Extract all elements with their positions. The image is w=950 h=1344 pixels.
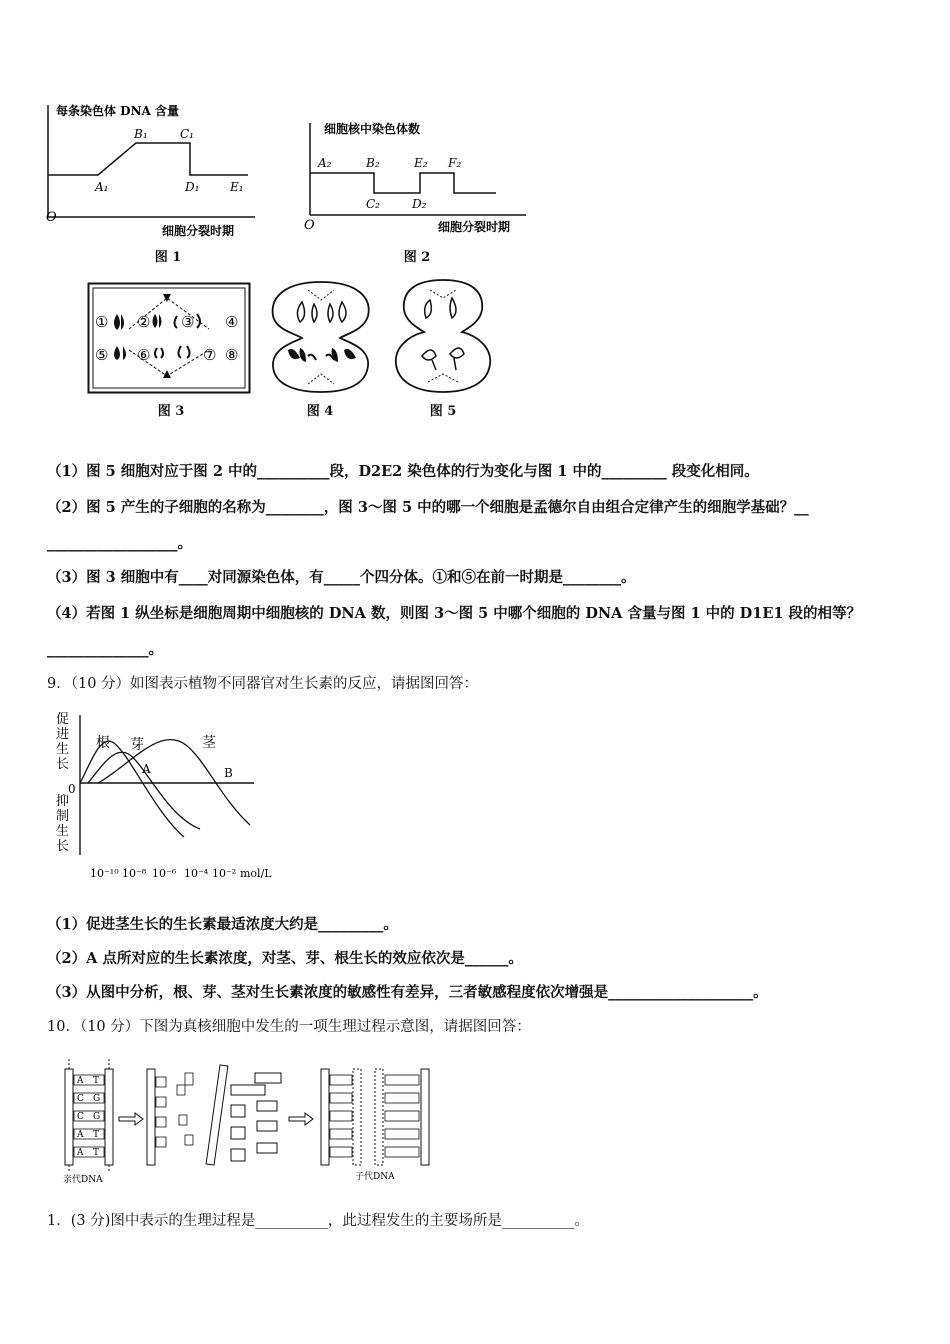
q9-auxin-response-chart (50, 705, 290, 885)
parent-base-l1: A (77, 1076, 84, 1086)
fig1-ylabel: 每条染色体 DNA 含量 (56, 104, 180, 118)
fig4-caption: 图 4 (306, 404, 334, 419)
figure-4-cell-drawing (268, 278, 374, 396)
q9-part-3: （3）从图中分析，根、芽、茎对生长素浓度的敏感性有差异，三者敏感程度依次增强是____________________。 (47, 984, 768, 1001)
fig2-point-b: B₂ (366, 156, 380, 170)
fig3-num-3: ③ (181, 313, 195, 331)
q8-part-4-line-1: （4）若图 1 纵坐标是细胞周期中细胞核的 DNA 数，则图 3～图 5 中哪个细胞的 DNA 含量与图 1 中的 D1E1 段的相等？ (47, 605, 862, 622)
parent-dna-label: 亲代DNA (63, 1175, 103, 1185)
figure-1-dna-per-chromosome-graph (40, 95, 270, 245)
fig3-num-6: ⑥ (137, 346, 151, 364)
q8-part-4-line-2: ______________。 (47, 641, 163, 658)
fig2-point-a: A₂ (318, 156, 332, 170)
q9-part-2: （2）A 点所对应的生长素浓度，对茎、芽、根生长的效应依次是______。 (47, 950, 523, 967)
child-dna-label: 子代DNA (355, 1172, 395, 1182)
label-root: 根 (96, 735, 110, 751)
q8-part-2-line-2: __________________。 (47, 535, 192, 552)
xtick-3: 10⁻⁶ (152, 867, 177, 880)
chart-ylabel-promote: 促进生长 (56, 712, 70, 772)
xtick-2: 10⁻⁸ (122, 867, 147, 880)
q8-part-2-line-1: （2）图 5 产生的子细胞的名称为________，图 3～图 5 中的哪一个细胞是孟德尔自由组合定律产生的细胞学基础？__ (47, 499, 809, 516)
q10-title: 10．（10 分）下图为真核细胞中发生的一项生理过程示意图，请据图回答： (47, 1019, 531, 1035)
xtick-1: 10⁻¹⁰ (90, 867, 119, 880)
xunit: mol/L (240, 867, 272, 880)
parent-base-r3: G (93, 1112, 101, 1122)
fig3-num-8: ⑧ (225, 346, 239, 364)
fig1-point-d: D₁ (185, 180, 200, 194)
fig2-point-c: C₂ (366, 197, 380, 211)
label-stem: 茎 (202, 735, 216, 751)
q10-dna-replication-diagram (55, 1055, 445, 1185)
q8-part-1: （1）图 5 细胞对应于图 2 中的__________段，D2E2 染色体的行为变化与图 1 中的_________ 段变化相同。 (47, 463, 759, 480)
parent-base-r4: T (93, 1130, 100, 1140)
fig3-num-7: ⑦ (203, 346, 217, 364)
figure-3-cell-drawing (87, 282, 251, 394)
label-point-a: A (142, 762, 151, 776)
chart-ylabel-inhibit: 抑制生长 (56, 794, 70, 854)
parent-base-l5: A (77, 1148, 84, 1158)
parent-base-l3: C (77, 1112, 84, 1122)
xtick-5: 10⁻² (212, 867, 237, 880)
label-bud: 芽 (130, 737, 144, 753)
fig3-caption: 图 3 (157, 404, 185, 419)
parent-base-r2: G (93, 1094, 101, 1104)
fig3-num-4: ④ (225, 313, 239, 331)
fig2-point-f: F₂ (448, 156, 462, 170)
fig1-caption: 图 1 (154, 250, 182, 265)
fig1-point-a: A₁ (95, 180, 109, 194)
fig2-origin: O (304, 218, 315, 233)
fig1-point-e: E₁ (230, 180, 244, 194)
fig1-xlabel: 细胞分裂时期 (162, 224, 235, 238)
fig3-num-1: ① (95, 313, 109, 331)
xtick-4: 10⁻⁴ (184, 867, 209, 880)
fig1-point-b: B₁ (134, 127, 148, 141)
label-point-b: B (224, 766, 233, 780)
parent-base-l2: C (77, 1094, 84, 1104)
parent-base-r5: T (93, 1148, 100, 1158)
parent-base-l4: A (77, 1130, 84, 1140)
fig1-point-c: C₁ (180, 127, 194, 141)
q8-part-3: （3）图 3 细胞中有____对同源染色体，有_____个四分体。①和⑤在前一时期是________。 (47, 569, 636, 586)
fig2-point-e: E₂ (414, 156, 428, 170)
chart-zero-label: 0 (68, 782, 76, 796)
fig2-caption: 图 2 (403, 250, 431, 265)
q9-title: 9．（10 分）如图表示植物不同器官对生长素的反应，请据图回答： (47, 676, 479, 692)
q10-part-1: 1．(3 分)图中表示的生理过程是__________，此过程发生的主要场所是__________。 (47, 1213, 589, 1229)
parent-base-r1: T (93, 1076, 100, 1086)
fig1-origin: O (46, 210, 57, 225)
fig3-num-2: ② (137, 313, 151, 331)
figure-2-chromosome-number-graph (298, 115, 538, 243)
curve-root (80, 741, 184, 837)
figure-5-cell-drawing (392, 276, 494, 396)
fig3-num-5: ⑤ (95, 346, 109, 364)
fig2-xlabel: 细胞分裂时期 (438, 220, 511, 234)
fig2-ylabel: 细胞核中染色体数 (324, 122, 421, 136)
fig2-point-d: D₂ (412, 197, 427, 211)
q9-part-1: （1）促进茎生长的生长素最适浓度大约是_________。 (47, 916, 398, 933)
fig5-caption: 图 5 (429, 404, 457, 419)
